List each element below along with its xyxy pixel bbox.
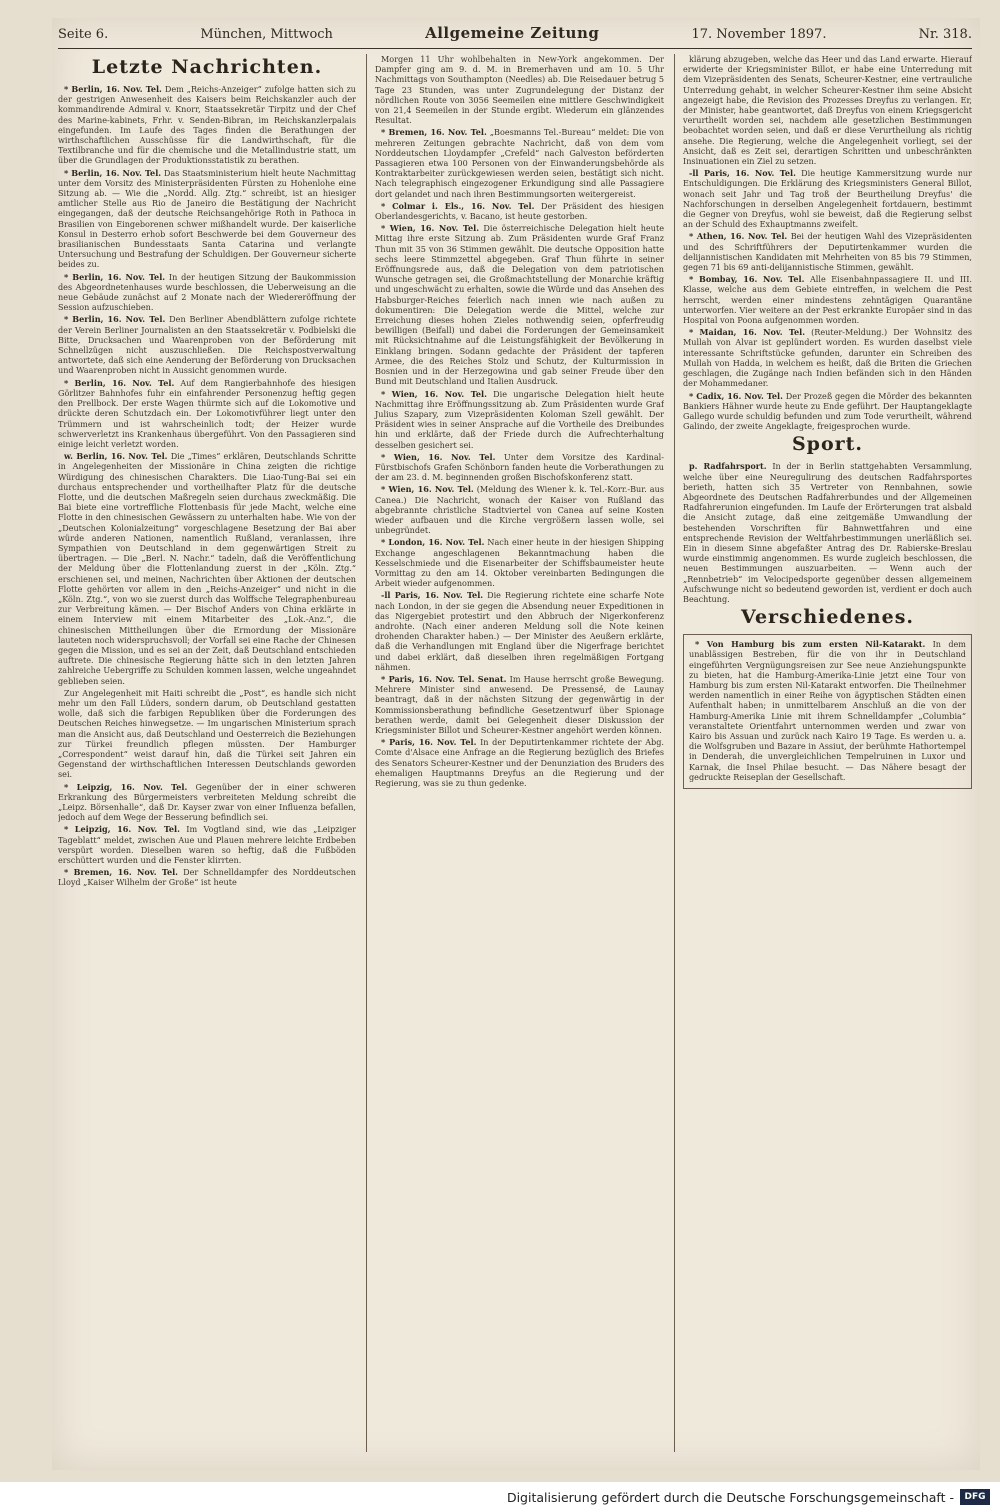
news-item-dateline: * Colmar i. Els., 16. Nov. Tel. bbox=[381, 200, 535, 211]
news-item-text: Nach einer heute in der hiesigen Shipping Exchange angeschlagenen Bekanntmachung haben die Kesselschmiede und die Eisenarbeiter der Schiffsbaumeister heute Vormittag zu den am 14. Oktober vereinbarten Bedingungen die Arbeit wieder aufgenommen. bbox=[375, 537, 664, 589]
news-item-text: Die ungarische Delegation hielt heute Nachmittag ihre Eröffnungssitzung ab. Zum Präsidenten wurde Graf Julius Szapary, zum Vizepräsidenten Koloman Szell gewählt. Der Präsident wies in seiner Ansprache auf die Vortheile des Dreibundes hin und erklärte, daß der Friede durch die Aufrechterhaltung desselben gesichert sei. bbox=[375, 388, 664, 450]
news-item-text: Dem „Reichs-Anzeiger“ zufolge hatten sich zu der gestrigen Anwesenheit des Kaisers beim Reichskanzler auch der kommandirende Admiral v. Knorr, Staatssekretär Tirpitz und der Chef des Marine-kabinets, Frhr. v. Senden-Bibran, im Reichskanzlerpalais eingefunden. Im Laufe des Tages finden die Berathungen der wirthschaftlichen Ausschüsse für die Landwirthschaft, für die Textilbranche und für die chemische und die Metallindustrie statt, um über die Grundlagen der Produktionsstatistik zu berathen. bbox=[58, 84, 356, 166]
news-item bbox=[375, 127, 664, 198]
news-item-dateline: * Berlin, 16. Nov. Tel. bbox=[64, 167, 162, 178]
column-2 bbox=[366, 54, 664, 1452]
news-item-dateline: -ll Paris, 16. Nov. Tel. bbox=[689, 168, 796, 179]
news-item bbox=[58, 451, 356, 686]
news-item-dateline: * Cadix, 16. Nov. Tel. bbox=[689, 390, 783, 401]
news-item-dateline: * Bremen, 16. Nov. Tel. bbox=[381, 127, 487, 138]
news-item-dateline: * Athen, 16. Nov. Tel. bbox=[689, 231, 788, 242]
header-rule bbox=[58, 48, 972, 49]
news-item-text: Morgen 11 Uhr wohlbehalten in New-York angekommen. Der Dampfer ging am 9. d. M. in Bremerhaven und am 10. 5 Uhr Nachmittags von Southampton (Needles) ab. Die Reisedauer betrug 5 Tage 23 Stunden, was unter Zugrundelegung der Distanz der nördlichen Route von 3056 Seemeilen eine mittlere Geschwindigkeit von 21,4 Seemeilen in der Stunde ergibt. Wiederum ein glänzendes Resultat. bbox=[375, 54, 664, 126]
news-item bbox=[375, 201, 664, 221]
news-item-dateline: * Wien, 16. Nov. Tel. bbox=[381, 484, 474, 495]
digitization-footer bbox=[0, 1482, 1000, 1512]
news-item-text: Den Berliner Abendblättern zufolge richtete der Verein Berliner Journalisten an den Staatssekretär v. Podbielski die Bitte, Drucksachen und Waarenproben von der Beförderung mit Schnellzügen nicht auszuschließen. Die Reichspostverwaltung antwortete, daß sich eine Aenderung der Beförderung von Drucksachen und Waarenproben nicht in Aussicht genommen wurde. bbox=[58, 314, 356, 376]
news-item bbox=[58, 84, 356, 166]
news-item bbox=[58, 314, 356, 375]
section-latest-news: Letzte Nachrichten. bbox=[91, 56, 323, 78]
news-item-text: Die österreichische Delegation hielt heute Mittag ihre erste Sitzung ab. Zum Präsidenten wurde Graf Franz Thun mit 35 von 36 Stimmen gewählt. Die deutsche Opposition hatte sechs leere Stimmzettel abgegeben. Graf Thun führte in seiner Eröffnungsrede aus, daß die Delegation von dem patriotischen Wunsche getragen sei, die Großmachtstellung der Monarchie kräftig und ungeschwächt zu erhalten, sowie die Würde und das Ansehen des Habsburger-Reiches feierlich nach innen wie nach außen zu dokumentiren: Die Delegation werde die Mittel, welche zur Erreichung dieses hohen Zieles nothwendig seien, opferfreudig bewilligen (Beifall) und dabei die Forderungen der Gemeinsamkeit mit Rücksichtnahme auf die Leistungsfähigkeit der Bevölkerung in Einklang bringen. Sodann gedachte der Präsident der tapferen Armee, die des Reiches Stolz und Schutz, der Kulturmission in Bosnien und in der Herzegowina und gab seiner Freude über den Bund mit Deutschland und Italien Ausdruck. bbox=[375, 223, 664, 387]
news-item-dateline: * Berlin, 16. Nov. Tel. bbox=[64, 84, 162, 94]
news-item-dateline: * Leipzig, 16. Nov. Tel. bbox=[64, 824, 180, 835]
news-item-text: Die heutige Kammersitzung wurde nur Entschuldigungen. Die Erklärung des Kriegsministers General Billot, wonach seit Jahr und Tag troß der Beurtheilung Dreyfus' die Nachforschungen in derselben Angelegenheit fortdauern, bestimmt die Gegner von Dreyfus, wohl sie beweist, daß die Regierung selbst an der Schuld des Exhauptmanns zweifelt. bbox=[683, 168, 972, 230]
news-item-dateline: * Paris, 16. Nov. Tel. Senat. bbox=[381, 673, 507, 684]
news-item bbox=[683, 274, 972, 325]
news-item bbox=[375, 737, 664, 788]
place-day: München, Mittwoch bbox=[200, 27, 333, 42]
news-item bbox=[58, 867, 356, 887]
news-item bbox=[683, 327, 972, 388]
news-item-text: Der Präsident des hiesigen Oberlandesgerichts, v. Bacano, ist heute gestorben. bbox=[375, 200, 664, 222]
column-3 bbox=[674, 54, 972, 1452]
news-item-dateline: * Berlin, 16. Nov. Tel. bbox=[64, 271, 166, 282]
news-item-text: Im Vogtland sind, wie das „Leipziger Tageblatt“ meldet, zwischen Aue und Plauen mehrere leichte Erdbeben verspürt worden. Dieselben waren so heftig, daß die Fußböden erschüttert wurden und die Fenster klirrten. bbox=[58, 824, 356, 866]
news-item bbox=[58, 168, 356, 270]
news-item bbox=[683, 231, 972, 272]
section-sport: Sport. bbox=[791, 433, 864, 456]
section-misc: Verschiedenes. bbox=[740, 606, 915, 629]
news-item-dateline: * Bremen, 16. Nov. Tel. bbox=[64, 867, 178, 878]
news-item bbox=[683, 54, 972, 166]
news-item-text: klärung abzugeben, welche das Heer und das Land erwarte. Hierauf erwiderte der Kriegsminister Billot, er habe eine Unterredung mit dem Vizepräsidenten des Senats, Scheurer-Kestner, eine vertrauliche Unterredung gehabt, in welcher Scheurer-Kestner ihm seine Absicht angezeigt habe, die Revision des Prozesses Dreyfus zu verlangen. Er, der Minister, habe geantwortet, daß Dreyfus von einem Kriegsgericht verurtheilt worden sei, nachdem alle gesetzlichen Bestimmungen beobachtet worden seien, und daß er diese Verurtheilung als richtig ansehe. Die Regierung, welche die Angelegenheit vorliegt, sei der Ansicht, daß es Zeit sei, derartigen Schritten und unbeschränkten Insinuationen ein Ziel zu setzen. bbox=[683, 54, 972, 167]
news-item-dateline: * Leipzig, 16. Nov. Tel. bbox=[64, 781, 188, 792]
column-1 bbox=[58, 54, 356, 1452]
news-item bbox=[375, 389, 664, 450]
news-item-text: In der heutigen Sitzung der Baukommission des Abgeordnetenhauses wurde beschlossen, die Ueberweisung an die neue Gebäude zunächst auf 2 Monate nach der Wiedereröffnung der Session aufzuschieben. bbox=[58, 271, 356, 313]
newspaper-title: Allgemeine Zeitung bbox=[425, 24, 600, 42]
news-item bbox=[58, 378, 356, 449]
dfg-logo: DFG bbox=[960, 1489, 990, 1505]
news-item-text: Das Staatsministerium hielt heute Nachmittag unter dem Vorsitz des Ministerpräsidenten Fürsten zu Hohenlohe eine Sitzung ab. — Wie die „Nordd. Allg. Ztg.“ schreibt, ist an hiesiger amtlicher Stelle aus Rio de Janeiro die Bestätigung der Nachricht eingegangen, daß der deutsche Reichsangehörige Roth in Pathoca in Brasilien von Eingeborenen schwer mißhandelt wurde. Der kaiserliche Konsul in Desterro erhob sofort Beschwerde bei dem Gouverneur des brasilianischen Bundesstaats Santa Catarina und verlangte Untersuchung und Bestrafung der Schuldigen. Der Gouverneur sicherte beides zu. bbox=[58, 167, 356, 270]
news-item-text: In dem unablässigen Bestreben, für die von ihr in Deutschland eingeführten Vergnügungsreisen zur See neue Anziehungspunkte zu bieten, hat die Hamburg-Amerika-Linie jetzt eine Tour von Hamburg bis zum ersten Nil-Katarakt entworfen. Die Theilnehmer werden namentlich in einer Reihe von ägyptischen Städten einen Aufenthalt haben; in unmittelbarem Anschluß an die von der Hamburg-Amerika Linie mit ihrem Schnelldampfer „Columbia“ veranstaltete Orientfahrt unternommen werden und zwar von Kairo bis Assuan und zurück nach Kairo 19 Tage. Es werden u. a. die Wolfsgruben und Bazare in Assiut, der berühmte Hathortempel in Denderah, die unvergleichlichen Tempelruinen in Luxor und Karnak, die Insel Philae besucht. — Das Nähere besagt der gedruckte Reiseplan der Gesellschaft. bbox=[689, 639, 966, 782]
misc-items bbox=[683, 634, 972, 789]
news-item bbox=[375, 590, 664, 672]
issue-number: Nr. 318. bbox=[918, 27, 972, 42]
news-item-text: Auf dem Rangierbahnhofe des hiesigen Görlitzer Bahnhofes fuhr ein einfahrender Personenzug heftig gegen den Prellbock. Der erste Wagen thürmte sich auf die Lokomotive und drückte deren Schutzdach ein. Der Lokomotivführer liegt unter den Trümmern und ist wahrscheinlich todt; der Heizer wurde schwerverletzt ins Krankenhaus übergeführt. Von den Passagieren sind einige leicht verletzt worden. bbox=[58, 377, 356, 449]
news-item-dateline: * Von Hamburg bis zum ersten Nil-Katarakt. bbox=[695, 639, 926, 650]
news-item-dateline: * London, 16. Nov. Tel. bbox=[381, 537, 485, 548]
news-item bbox=[375, 452, 664, 483]
news-item-text: Die Regierung richtete eine scharfe Note nach London, in der sie gegen die Absendung neuer Expeditionen in das Nigergebiet protestirt und den Abbruch der Nigerkonferenz androhte. (Nach einer anderen Meldung soll die Note keinen drohenden Charakter haben.) — Der Minister des Aeußern erklärte, daß die Verhandlungen mit England über die Nigerfrage berichtet und dabei erklärt, daß dieselben ihren regelmäßigen Fortgang nähmen. bbox=[375, 590, 664, 672]
news-item-dateline: p. Radfahrsport. bbox=[689, 461, 767, 472]
news-item bbox=[683, 391, 972, 432]
news-item-text: Bei der heutigen Wahl des Vizepräsidenten und des Schriftführers der Deputirtenkammer wurden die delijannistischen Kandidaten mit Mehrheiten von 85 bis 79 Stimmen, gegen 71 bis 69 anti-delijannistische Stimmen, gewählt. bbox=[683, 231, 972, 273]
news-item-text: Gegenüber der in einer schweren Erkrankung des Bürgermeisters verbreiteten Meldung schreibt die „Leipz. Börsenhalle“, daß Dr. Kayser zwar von einer Influenza befallen, jedoch auf dem Wege der Besserung befindlich sei. bbox=[58, 781, 356, 823]
news-item-dateline: w. Berlin, 16. Nov. Tel. bbox=[64, 451, 168, 462]
news-item bbox=[375, 223, 664, 386]
news-item-text: In der Deputirtenkammer richtete der Abg. Comte d'Alsace eine Anfrage an die Regierung bezüglich des Briefes des Senators Scheurer-Kestner und der Denunziation des Bruders des ehemaligen Hauptmanns Dreyfus an die Regierung und der Regierung, was sie zu thun gedenke. bbox=[375, 737, 664, 789]
news-item-text: (Meldung des Wiener k. k. Tel.-Korr.-Bur. aus Canea.) Die Nachricht, wonach der Kaiser von Rußland das abgebrannte christliche Stadtviertel von Canea auf seine Kosten wieder aufbauen und die Kirche vergrößern lassen wolle, sei unbegründet. bbox=[375, 484, 664, 536]
news-item bbox=[375, 54, 664, 125]
news-item-dateline: * Wien, 16. Nov. Tel. bbox=[381, 223, 480, 234]
news-item-dateline: -ll Paris, 16. Nov. Tel. bbox=[381, 590, 484, 601]
news-item-dateline: * Wien, 16. Nov. Tel. bbox=[381, 451, 496, 462]
news-item-dateline: * Maidan, 16. Nov. Tel. bbox=[689, 327, 806, 338]
news-item-text: Im Hause herrscht große Bewegung. Mehrere Minister sind anwesend. De Pressensé, de Launay beantragt, daß in der nächsten Sitzung der gegenwärtig in der Kommissionsberathung befindliche Gesetzentwurf über Spionage berathen werde, damit bei Gelegenheit dieser Diskussion der Kriegsminister Billot und Scheurer-Kestner angehört werden können. bbox=[375, 673, 664, 735]
news-item bbox=[58, 688, 356, 780]
news-item-text: Der Prozeß gegen die Mörder des bekannten Bankiers Hähner wurde heute zu Ende geführt. Der Hauptangeklagte Gallego wurde schuldig befunden und zum Tode verurtheilt, während Galindo, der zweite Angeklagte, freigesprochen wurde. bbox=[683, 390, 972, 432]
news-item bbox=[683, 461, 972, 604]
page-header bbox=[58, 24, 972, 48]
news-item bbox=[683, 168, 972, 229]
news-item-text: Alle Eisenbahnpassagiere II. und III. Klasse, welche aus dem Gebiete eintreffen, in welchem die Pest herrscht, werden einer mindestens zehntägigen Quarantäne unterworfen. Vier weitere an der Pest erkrankte Europäer sind in das Hospital von Poona aufgenommen worden. bbox=[683, 274, 972, 326]
news-item-dateline: * Berlin, 16. Nov. Tel. bbox=[64, 314, 166, 325]
news-item-text: Der Schnelldampfer des Norddeutschen Lloyd „Kaiser Wilhelm der Große“ ist heute bbox=[58, 867, 356, 888]
footer-credit: Digitalisierung gefördert durch die Deutsche Forschungsgemeinschaft - bbox=[506, 1489, 954, 1505]
news-item-dateline: * Berlin, 16. Nov. Tel. bbox=[64, 377, 175, 388]
news-item-dateline: * Wien, 16. Nov. Tel. bbox=[381, 388, 487, 399]
sport-items bbox=[683, 461, 972, 604]
news-item-dateline: * Bombay, 16. Nov. Tel. bbox=[689, 274, 805, 285]
news-item-text: (Reuter-Meldung.) Der Wohnsitz des Mullah von Alvar ist geplündert worden. Es wurden daselbst viele interessante Schriftstücke gefunden, darunter ein Schreiben des Mullah von Hadda, in welchem es heißt, daß die Briten die Griechen geschlagen, die Zugänge nach Indien befänden sich in den Händen der Mohammedaner. bbox=[683, 327, 972, 389]
news-item bbox=[58, 824, 356, 865]
news-item bbox=[375, 537, 664, 588]
news-item bbox=[375, 674, 664, 735]
columns bbox=[58, 54, 972, 1452]
news-item bbox=[375, 484, 664, 535]
news-item-text: Die „Times“ erklären, Deutschlands Schritte in Angelegenheiten der Missionäre in China zeigten die richtige Würdigung des chinesischen Charakters. Die Liao-Tung-Bai sei ein durchaus entsprechender und vortheilhafter Platz für die deutsche Flotte, und die deutschen Maßregeln seien durchaus zweckmäßig. Die Bai biete eine vortreffliche Flottenbasis für jede Macht, welche eine Flotte in den chinesischen Gewässern zu unterhalten habe. Wie von der „Deutschen Kolonialzeitung“ vorgeschlagene Besetzung der Bai aber würde anderen Nationen, namentlich Rußland, veranlassen, ihre Sympathien von Deutschland in dem gegenwärtigen Streit zu übertragen. — Die „Berl. N. Nachr.“ tadeln, daß die Veröffentlichung der Meldung über die Flottenlandung zuerst in der „Köln. Ztg.“ erschienen sei, und meinen, Nachrichten über Aktionen der deutschen Flotte gehörten vor allem in den „Reichs-Anzeiger“ und nicht in die „Köln. Ztg.“, von wo sie zuerst durch das Wolffsche Telegraphenbureau zur Verbreitung kämen. — Der Bischof Anders von China erklärte in einem Interview mit einem Mitarbeiter des „Lok.-Anz.“, die chinesischen Mittheilungen über die Ermordung der Missionäre lauteten noch widerspruchsvoll; der Vorfall sei eine Rache der Chinesen gegen die Mission, und es sei an der Zeit, daß Deutschland entschieden auftrete. Die chinesische Regierung hätte sich in den letzten Jahren zahlreiche Uebergriffe zu Schulden kommen lassen, welche ungeahndet geblieben seien. bbox=[58, 451, 356, 686]
news-item-text: In der in Berlin stattgehabten Versammlung, welche über eine Neuregulirung des deutschen Radfahrsportes berieth, hatten sich 35 Vertreter von Rennbahnen, sowie Abgeordnete des Deutschen Radfahrerbundes und der Allgemeinen Radfahrerunion eingefunden. Im Laufe der Erörterungen trat alsbald die Ansicht zutage, daß eine zeitgemäße Umwandlung der bestehenden Vorschriften für Bahnwettfahren und eine entsprechende Revision der Weltfahrbestimmungen unerläßlich sei. Ein in diesem Sinne abgefaßter Antrag des Dr. Rabierske-Breslau wurde einstimmig angenommen. Es wurde zugleich beschlossen, die neuen Bestimmungen auszuarbeiten. — Wenn auch der „Rennbetrieb“ im Velocipedsporte gegenüber dessen allgemeinem Aufschwunge nicht so bedeutend geworden ist, verdient er doch auch Beachtung. bbox=[683, 461, 972, 604]
news-item-text: Unter dem Vorsitze des Kardinal-Fürstbischofs Grafen Schönborn fanden heute die Vorberathungen zu der am 23. d. M. beginnenden großen Bischofskonferenz statt. bbox=[375, 451, 664, 483]
news-item bbox=[689, 639, 966, 782]
issue-date: 17. November 1897. bbox=[691, 27, 827, 42]
column-3-news bbox=[683, 54, 972, 431]
page-number: Seite 6. bbox=[58, 27, 109, 42]
news-item-text: Zur Angelegenheit mit Haiti schreibt die „Post“, es handle sich nicht mehr um den Fall Lüders, sondern darum, ob Deutschland gestatten wolle, daß sich die farbigen Republiken über die Forderungen des Deutschen Reiches hinwegsetze. — Im ungarischen Ministerium sprach man die Ansicht aus, daß Deutschland und Oesterreich die Beziehungen zur Türkei freundlich pflegen müssten. Der Hamburger „Correspondent“ weist darauf hin, daß die Türkei seit Jahren ein Gegenstand der wirthschaftlichen Interessen Deutschlands geworden sei. bbox=[58, 687, 356, 780]
news-item bbox=[58, 782, 356, 823]
news-item bbox=[58, 272, 356, 313]
news-item-dateline: * Paris, 16. Nov. Tel. bbox=[381, 737, 477, 748]
news-item-text: „Boesmanns Tel.-Bureau“ meldet: Die von mehreren Zeitungen gebrachte Nachricht, daß von dem vom Norddeutschen Lloydampfer „Crefeld“ nach Galveston beförderten Passagieren etwa 100 Personen von der Einwanderungsbehörde als Kontraktarbeiter zurückgewiesen werden seien, bestätigt sich nicht. Nach telegraphisch eingezogener Erkundigung sind alle Passagiere dort gelandet und nach ihren Bestimmungsorten weitergereist. bbox=[375, 127, 664, 199]
